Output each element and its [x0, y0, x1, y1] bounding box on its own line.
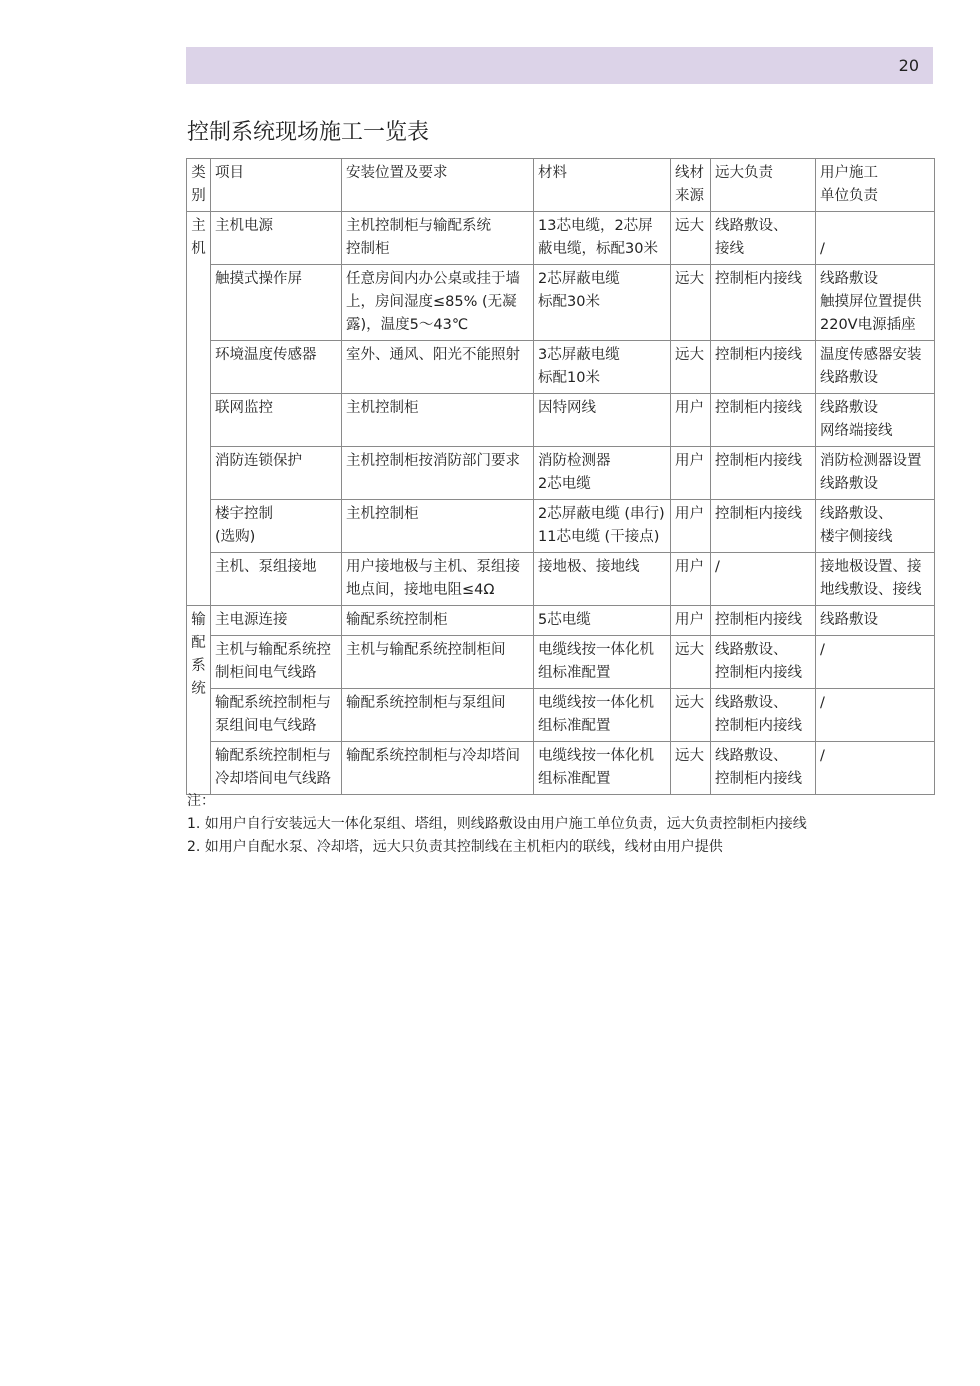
- material-cell: 消防检测器 2芯电缆: [534, 447, 671, 500]
- yuanda-cell: 控制柜内接线: [711, 606, 816, 636]
- item-cell: 输配系统控制柜与 冷却塔间电气线路: [211, 742, 342, 795]
- table-row: [187, 606, 935, 636]
- location-cell: 输配系统控制柜与冷却塔间: [342, 742, 534, 795]
- yuanda-cell: 线路敷设、 控制柜内接线: [711, 689, 816, 742]
- location-cell: 室外、通风、阳光不能照射: [342, 341, 534, 394]
- user-cell: 线路敷设、 楼宇侧接线: [816, 500, 935, 553]
- yuanda-cell: 控制柜内接线: [711, 265, 816, 341]
- location-cell: 用户接地极与主机、泵组接 地点间，接地电阻≤4Ω: [342, 553, 534, 606]
- construction-table: [186, 158, 935, 795]
- location-cell: 主机控制柜: [342, 394, 534, 447]
- table-row: [187, 447, 935, 500]
- user-cell: 温度传感器安装 线路敷设: [816, 341, 935, 394]
- item-cell: 消防连锁保护: [211, 447, 342, 500]
- item-cell: 主机、泵组接地: [211, 553, 342, 606]
- table-header-row: [187, 159, 935, 212]
- user-cell: /: [816, 212, 935, 265]
- table-row: [187, 500, 935, 553]
- source-cell: 远大: [671, 341, 711, 394]
- yuanda-cell: 线路敷设、 控制柜内接线: [711, 742, 816, 795]
- header-bar: [186, 47, 933, 84]
- material-cell: 5芯电缆: [534, 606, 671, 636]
- location-cell: 输配系统控制柜: [342, 606, 534, 636]
- yuanda-cell: 控制柜内接线: [711, 341, 816, 394]
- user-cell: 线路敷设 网络端接线: [816, 394, 935, 447]
- table-row: [187, 742, 935, 795]
- location-cell: 主机控制柜按消防部门要求: [342, 447, 534, 500]
- table-row: [187, 636, 935, 689]
- source-cell: 远大: [671, 636, 711, 689]
- table-row: [187, 394, 935, 447]
- source-cell: 用户: [671, 394, 711, 447]
- page-title: 控制系统现场施工一览表: [187, 120, 430, 145]
- notes: [187, 790, 927, 859]
- yuanda-cell: /: [711, 553, 816, 606]
- category-cell: 输 配 系 统: [187, 606, 211, 795]
- user-cell: 消防检测器设置 线路敷设: [816, 447, 935, 500]
- material-cell: 3芯屏蔽电缆 标配10米: [534, 341, 671, 394]
- item-cell: 楼宇控制 (选购): [211, 500, 342, 553]
- header-category: 类 别: [187, 159, 211, 212]
- source-cell: 远大: [671, 265, 711, 341]
- source-cell: 远大: [671, 689, 711, 742]
- source-cell: 远大: [671, 742, 711, 795]
- material-cell: 电缆线按一体化机 组标准配置: [534, 742, 671, 795]
- header-user: 用户施工 单位负责: [816, 159, 935, 212]
- note-2: 2. 如用户自配水泵、冷却塔，远大只负责其控制线在主机柜内的联线，线材由用户提供: [187, 839, 723, 855]
- material-cell: 2芯屏蔽电缆 标配30米: [534, 265, 671, 341]
- notes-heading: 注：: [187, 793, 215, 809]
- source-cell: 用户: [671, 447, 711, 500]
- material-cell: 因特网线: [534, 394, 671, 447]
- location-cell: 主机控制柜与输配系统 控制柜: [342, 212, 534, 265]
- yuanda-cell: 控制柜内接线: [711, 500, 816, 553]
- location-cell: 主机控制柜: [342, 500, 534, 553]
- location-cell: 输配系统控制柜与泵组间: [342, 689, 534, 742]
- material-cell: 2芯屏蔽电缆 (串行) 11芯电缆 (干接点): [534, 500, 671, 553]
- item-cell: 主电源连接: [211, 606, 342, 636]
- table-row: [187, 341, 935, 394]
- location-cell: 主机与输配系统控制柜间: [342, 636, 534, 689]
- table-body: [187, 159, 935, 795]
- header-material: 材料: [534, 159, 671, 212]
- item-cell: 触摸式操作屏: [211, 265, 342, 341]
- user-cell: 线路敷设: [816, 606, 935, 636]
- yuanda-cell: 控制柜内接线: [711, 447, 816, 500]
- yuanda-cell: 线路敷设、 控制柜内接线: [711, 636, 816, 689]
- source-cell: 远大: [671, 212, 711, 265]
- user-cell: /: [816, 636, 935, 689]
- table-row: [187, 553, 935, 606]
- material-cell: 电缆线按一体化机 组标准配置: [534, 636, 671, 689]
- item-cell: 环境温度传感器: [211, 341, 342, 394]
- user-cell: /: [816, 742, 935, 795]
- material-cell: 13芯电缆，2芯屏 蔽电缆，标配30米: [534, 212, 671, 265]
- page-number: 20: [898, 56, 919, 75]
- location-cell: 任意房间内办公桌或挂于墙 上，房间湿度≤85% (无凝 露)，温度5～43℃: [342, 265, 534, 341]
- category-cell: 主 机: [187, 212, 211, 606]
- table-row: [187, 689, 935, 742]
- yuanda-cell: 线路敷设、 接线: [711, 212, 816, 265]
- header-location: 安装位置及要求: [342, 159, 534, 212]
- header-material-source: 线材 来源: [671, 159, 711, 212]
- user-cell: 接地极设置、接 地线敷设、接线: [816, 553, 935, 606]
- user-cell: 线路敷设 触摸屏位置提供 220V电源插座: [816, 265, 935, 341]
- source-cell: 用户: [671, 500, 711, 553]
- source-cell: 用户: [671, 606, 711, 636]
- header-yuanda: 远大负责: [711, 159, 816, 212]
- header-item: 项目: [211, 159, 342, 212]
- user-cell: /: [816, 689, 935, 742]
- table-row: [187, 265, 935, 341]
- table-row: [187, 212, 935, 265]
- material-cell: 接地极、接地线: [534, 553, 671, 606]
- item-cell: 联网监控: [211, 394, 342, 447]
- source-cell: 用户: [671, 553, 711, 606]
- item-cell: 输配系统控制柜与 泵组间电气线路: [211, 689, 342, 742]
- material-cell: 电缆线按一体化机 组标准配置: [534, 689, 671, 742]
- item-cell: 主机电源: [211, 212, 342, 265]
- note-1: 1. 如用户自行安装远大一体化泵组、塔组，则线路敷设由用户施工单位负责，远大负责控制柜内接线: [187, 816, 807, 832]
- yuanda-cell: 控制柜内接线: [711, 394, 816, 447]
- item-cell: 主机与输配系统控 制柜间电气线路: [211, 636, 342, 689]
